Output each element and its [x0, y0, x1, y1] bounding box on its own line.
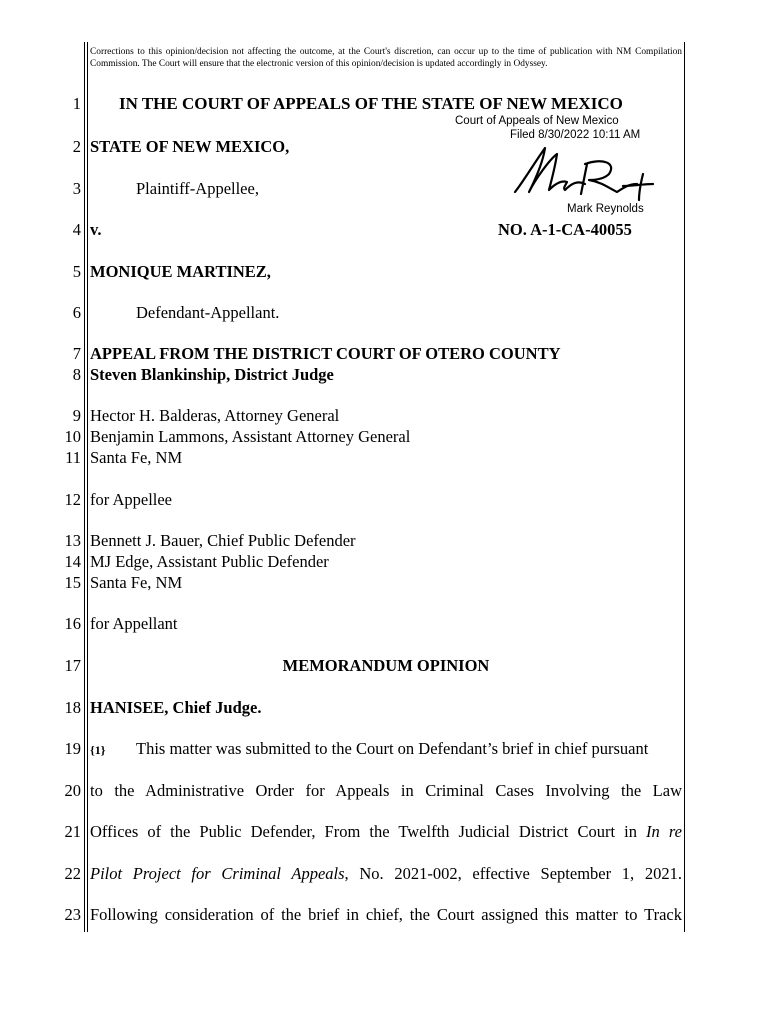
line-number: 17 [64, 656, 81, 675]
line-number: 21 [64, 822, 81, 841]
body-text-line: to the Administrative Order for Appeals in Criminal Cases Involving the Law [90, 781, 682, 800]
plaintiff-name: STATE OF NEW MEXICO, [90, 137, 290, 156]
body-text-line: Following consideration of the brief in chief, the Court assigned this matter to Track [90, 905, 682, 924]
court-heading: IN THE COURT OF APPEALS OF THE STATE OF NEW MEXICO [119, 94, 623, 113]
counsel-line: Benjamin Lammons, Assistant Attorney General [90, 427, 411, 446]
line-number: 14 [64, 552, 81, 571]
docket-number: NO. A-1-CA-40055 [498, 220, 632, 239]
line-number: 13 [64, 531, 81, 550]
counsel-line: Santa Fe, NM [90, 573, 183, 592]
line-number: 20 [64, 781, 81, 800]
opinion-title: MEMORANDUM OPINION [282, 656, 490, 675]
line-number: 7 [72, 344, 81, 363]
body-text-line: This matter was submitted to the Court on Defendant’s brief in chief pursuant [136, 739, 649, 758]
court-stamp-filed: Filed 8/30/2022 10:11 AM [510, 129, 641, 141]
line-number: 16 [64, 614, 81, 633]
court-stamp-name: Court of Appeals of New Mexico [455, 115, 619, 127]
line-number: 23 [64, 905, 81, 924]
body-text-line [90, 864, 682, 884]
line-number: 22 [64, 864, 81, 883]
line-number: 2 [72, 137, 81, 156]
line-number: 18 [64, 698, 81, 717]
right-margin-rule [684, 42, 685, 932]
signature-image [505, 140, 665, 205]
line-number: 3 [72, 179, 81, 198]
counsel-for: for Appellant [90, 614, 178, 633]
line-number: 15 [64, 573, 81, 592]
body-text-line [90, 822, 682, 842]
defendant-name: MONIQUE MARTINEZ, [90, 262, 271, 281]
line-number: 8 [72, 365, 81, 384]
line-number: 12 [64, 490, 81, 509]
line-number: 9 [72, 406, 81, 425]
versus-label: v. [90, 220, 102, 239]
line-number: 11 [65, 448, 81, 467]
counsel-line: MJ Edge, Assistant Public Defender [90, 552, 329, 571]
paragraph-number: {1} [90, 743, 106, 757]
plaintiff-role: Plaintiff-Appellee, [136, 179, 259, 198]
line-number: 5 [72, 262, 81, 281]
line-number: 19 [64, 739, 81, 758]
case-name-italic: In re [646, 822, 682, 841]
body-text-segment: , No. 2021-002, effective September 1, 2021. [344, 864, 682, 883]
left-margin-rule-inner [87, 42, 88, 932]
signer-name: Mark Reynolds [567, 203, 644, 215]
line-number: 4 [72, 220, 81, 239]
counsel-line: Bennett J. Bauer, Chief Public Defender [90, 531, 356, 550]
line-number: 1 [72, 94, 81, 113]
left-margin-rule-outer [84, 42, 85, 932]
counsel-line: Hector H. Balderas, Attorney General [90, 406, 340, 425]
district-judge: Steven Blankinship, District Judge [90, 365, 334, 384]
line-number: 6 [72, 303, 81, 322]
appeal-heading: APPEAL FROM THE DISTRICT COURT OF OTERO COUNTY [90, 344, 561, 363]
authoring-judge: HANISEE, Chief Judge. [90, 698, 262, 717]
corrections-notice: Corrections to this opinion/decision not affecting the outcome, at the Court's discretion, can occur up to the time of publication with NM Compilation Commission. The Court will ensure that the electronic version of this opinion/decision is updated accordingly in Odyssey. [90, 47, 682, 70]
line-number: 10 [64, 427, 81, 446]
case-name-italic: Pilot Project for Criminal Appeals [90, 864, 345, 883]
counsel-for: for Appellee [90, 490, 173, 509]
defendant-role: Defendant-Appellant. [136, 303, 280, 322]
body-text-segment: Offices of the Public Defender, From the Twelfth Judicial District Court in [90, 822, 637, 841]
counsel-line: Santa Fe, NM [90, 448, 183, 467]
